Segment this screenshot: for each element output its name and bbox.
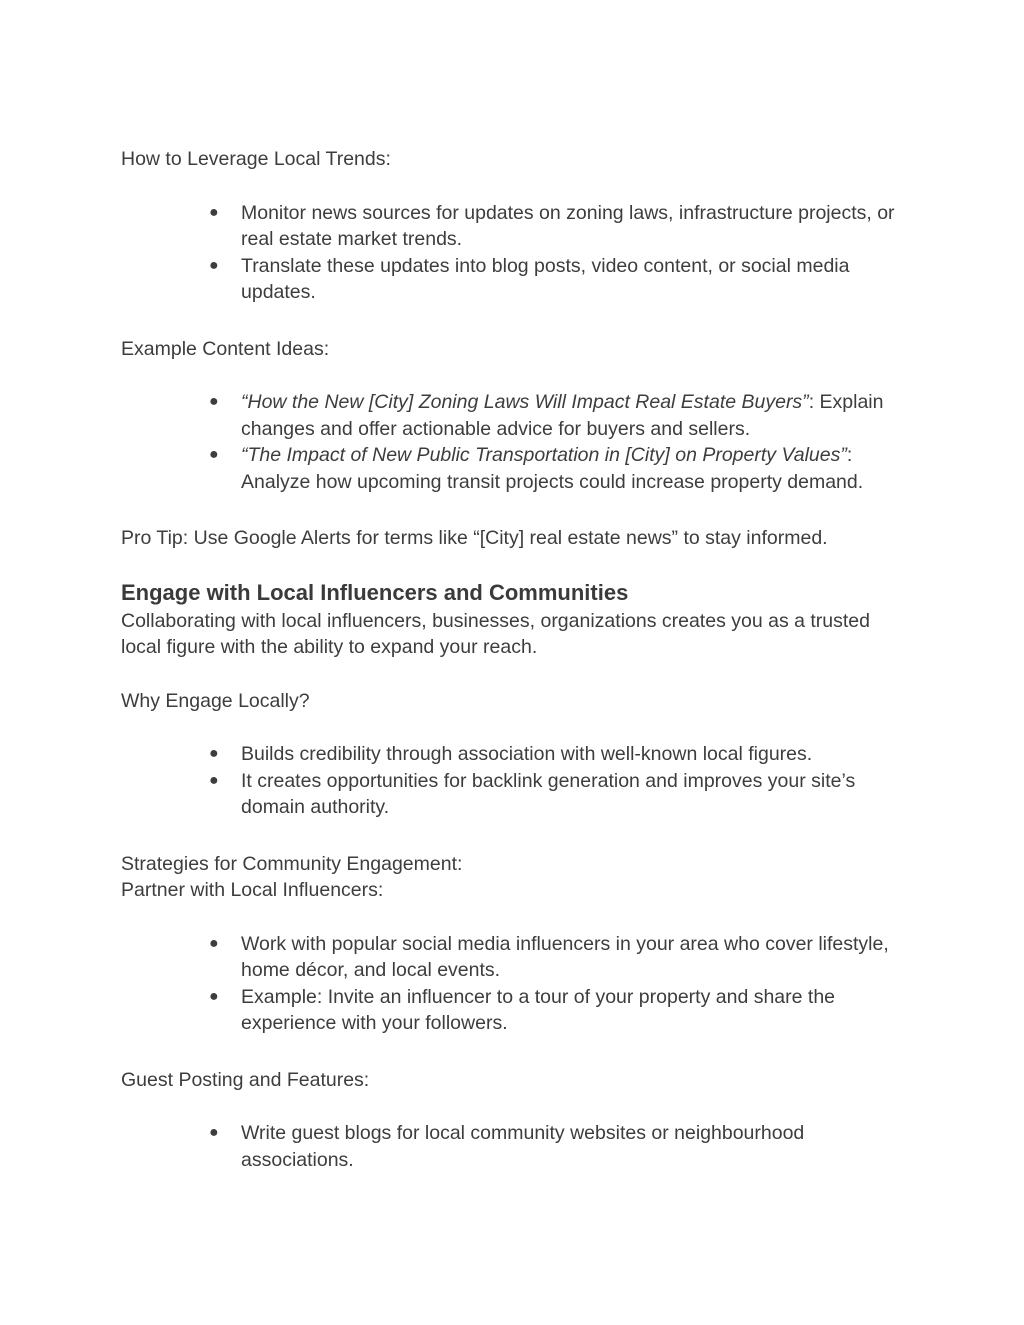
list-item: ● Work with popular social media influencers in your area who cover lifestyle, home décor, and local events.: [241, 931, 911, 984]
examples-list: [121, 389, 911, 495]
strategies-heading: Strategies for Community Engagement:: [121, 852, 463, 875]
engage-intro: Collaborating with local influencers, businesses, organizations creates you as a trusted local figure with the ability to expand your reach.: [121, 609, 870, 658]
examples-heading: Example Content Ideas:: [121, 337, 330, 360]
pro-tip: Pro Tip: Use Google Alerts for terms like “[City] real estate news” to stay informed.: [121, 527, 828, 549]
list-item: ● Example: Invite an influencer to a tour of your property and share the experience with your followers.: [241, 984, 911, 1037]
list-item: ● Builds credibility through association with well-known local figures.: [241, 741, 911, 768]
guest-heading: Guest Posting and Features:: [121, 1068, 370, 1091]
leverage-heading: How to Leverage Local Trends:: [121, 148, 391, 170]
list-item: ● Monitor news sources for updates on zoning laws, infrastructure projects, or real estate market trends.: [241, 200, 911, 253]
why-list: [121, 741, 911, 821]
list-item: ● Translate these updates into blog posts, video content, or social media updates.: [241, 253, 911, 306]
partner-list: [121, 931, 911, 1037]
list-item: ● Write guest blogs for local community websites or neighbourhood associations.: [241, 1120, 911, 1173]
list-item: [241, 389, 911, 442]
example-title: “How the New [City] Zoning Laws Will Impact Real Estate Buyers”: [241, 391, 809, 413]
guest-list: [121, 1120, 911, 1173]
list-item: [241, 442, 911, 495]
example-description: : Analyze how upcoming transit projects could increase property demand.: [241, 444, 864, 493]
list-item: ● It creates opportunities for backlink generation and improves your site’s domain authority.: [241, 768, 911, 821]
example-description: : Explain changes and offer actionable advice for buyers and sellers.: [241, 391, 884, 440]
example-title: “The Impact of New Public Transportation in [City] on Property Values”: [241, 444, 847, 466]
document-content: [121, 146, 911, 1173]
leverage-list: [121, 200, 911, 306]
why-heading: Why Engage Locally?: [121, 689, 310, 712]
partner-heading: Partner with Local Influencers:: [121, 879, 384, 901]
section-title: Engage with Local Influencers and Communities: [121, 579, 629, 605]
